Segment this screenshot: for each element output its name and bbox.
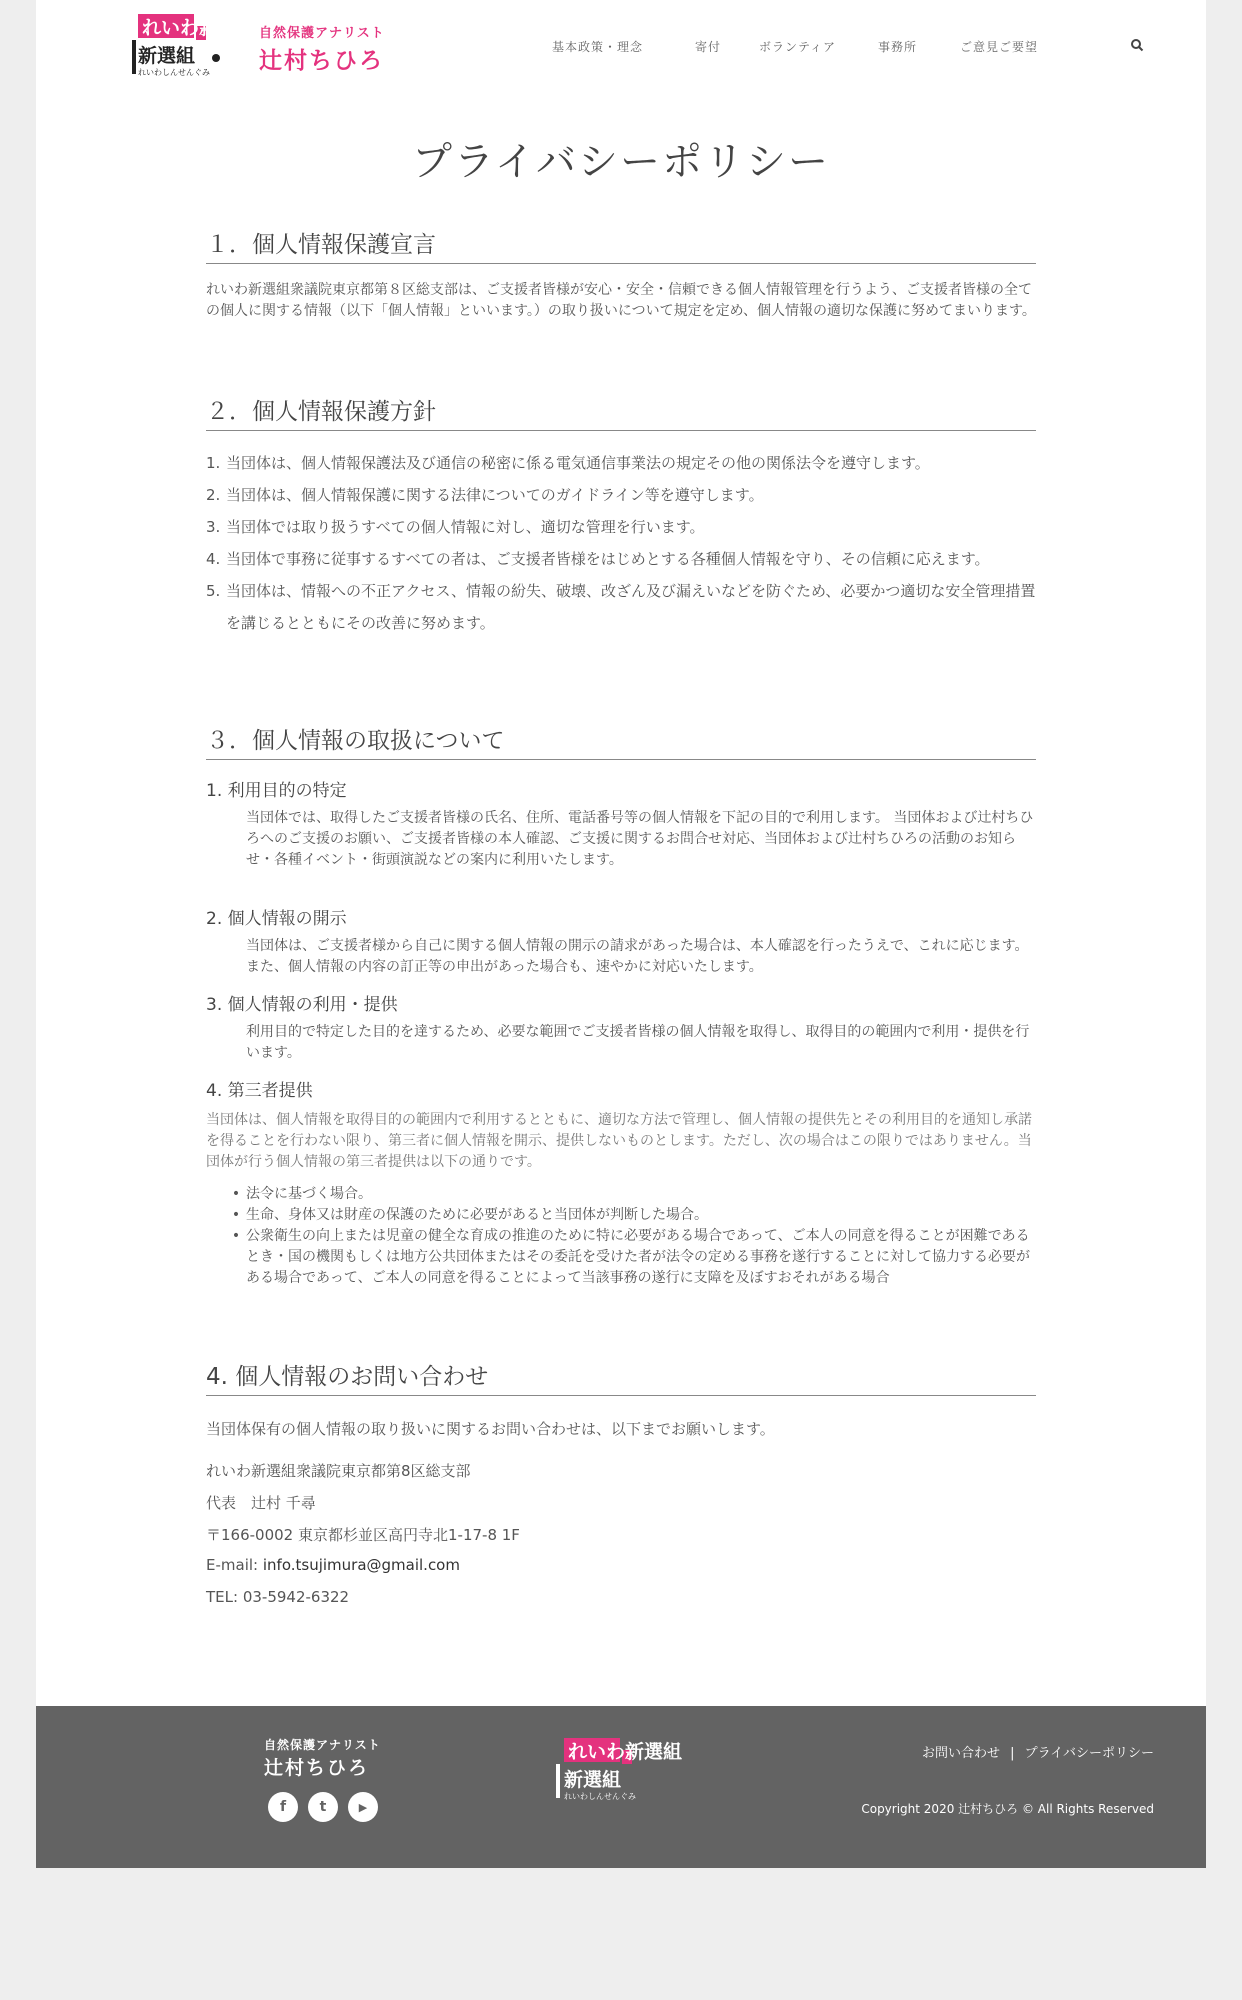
third-party-text: 当団体は、個人情報を取得目的の範囲内で利用するとともに、適切な方法で管理し、個人情報の提供先とその利用目的を通知し承諾を得ることを行わない限り、第三者に個人情報を開示、提供しないものとします。ただし、次の場合はこの限りではありません。当団体が行う個人情報の第三者提供は以下の通りです。 [206, 1112, 1032, 1170]
declaration-text: れいわ新選組衆議院東京都第８区総支部は、ご支援者皆様が安心・安全・信頼できる個人情報管理を行うよう、ご支援者皆様の全ての個人に関する情報（以下「個人情報」といいます。）の取り扱いについて規定を定め、個人情報の適切な保護に努めてまいります。 [206, 282, 1036, 319]
contact-intro: 当団体保有の個人情報の取り扱いに関するお問い合わせは、以下までお願いします。 [206, 1420, 775, 1438]
svg-text:新選組: 新選組 [138, 45, 196, 67]
purpose-text: 当団体では、取得したご支援者皆様の氏名、住所、電話番号等の個人情報を下記の目的で利用します。 当団体および辻村ちひろへのご支援のお願い、ご支援者皆様の本人確認、ご支援に関するお問合せ対応、当団体および辻村ちひろの活動のお知らせ・各種イベント・街頭演説などの案内に利用いたします。 [246, 810, 1034, 868]
list-item: 2. 当団体は、個人情報保護に関する法律についてのガイドライン等を遵守します。 [206, 486, 764, 504]
subheading-third-party: 4. 第三者提供 [206, 1081, 313, 1101]
footer-reiwa-logo[interactable] [552, 1736, 683, 1802]
subheading-usage: 3. 個人情報の利用・提供 [206, 995, 398, 1015]
contact-email-row [206, 1556, 1036, 1574]
copyright: Copyright 2020 辻村ちひろ © All Rights Reserved [861, 1802, 1154, 1816]
list-item: • 公衆衛生の向上または児童の健全な育成の推進のために特に必要がある場合であって、ご本人の同意を得ることが困難であるとき・国の機関もしくは地方公共団体またはその委託を受けた者が法令の定める事務を遂行することに対して協力する必要がある場合であって、ご本人の同意を得ることによって当該事務の遂行に支障を及ぼすおそれがある場合 [231, 1228, 1030, 1286]
section-heading-contact: 4. 個人情報のお問い合わせ [206, 1358, 1036, 1396]
candidate-name: 辻村ちひろ [259, 48, 384, 74]
section-heading-declaration: １．個人情報保護宣言 [206, 226, 1036, 264]
subheading-purpose: 1. 利用目的の特定 [206, 781, 347, 801]
disclosure-text: 当団体は、ご支援者様から自己に関する個人情報の開示の請求があった場合は、本人確認を行ったうえで、これに応じます。また、個人情報の内容の訂正等の申出があった場合も、速やかに対応いたします。 [246, 938, 1029, 975]
footer-link-separator: | [1010, 1746, 1015, 1761]
candidate-subtitle: 自然保護アナリスト [259, 26, 385, 41]
page-title: プライバシーポリシー [412, 139, 830, 185]
list-item: 5. 当団体は、情報への不正アクセス、情報の紛失、破壊、改ざん及び漏えいなどを防ぐため、必要かつ適切な安全管理措置を講じるとともにその改善に努めます。 [206, 582, 1036, 632]
policy-list [206, 447, 1036, 639]
svg-text:新選組: 新選組 [564, 1769, 622, 1791]
footer-candidate-subtitle: 自然保護アナリスト [264, 1738, 381, 1752]
contact-address: 〒166-0002 東京都杉並区高円寺北1-17-8 1F [206, 1526, 520, 1544]
nav-item-feedback[interactable]: ご意見ご要望 [960, 39, 1039, 54]
nav-item-volunteer[interactable]: ボランティア [759, 39, 837, 54]
list-item: 4. 当団体で事務に従事するすべての者は、ご支援者皆様をはじめとする各種個人情報を守り、その信頼に応えます。 [206, 550, 990, 568]
subheading-disclosure: 2. 個人情報の開示 [206, 909, 347, 929]
search-icon[interactable] [1130, 38, 1144, 52]
reiwa-logo-sub: れいわしんせんぐみ [138, 68, 210, 77]
section-heading-policy: ２．個人情報保護方針 [206, 393, 1036, 431]
nav-item-policy[interactable]: 基本政策・理念 [552, 39, 644, 54]
list-item: 1. 当団体は、個人情報保護法及び通信の秘密に係る電気通信事業法の規定その他の関係法令を遵守します。 [206, 454, 930, 472]
contact-org: れいわ新選組衆議院東京都第8区総支部 [206, 1462, 471, 1480]
facebook-icon[interactable]: f [268, 1792, 298, 1822]
candidate-logo[interactable] [259, 22, 419, 74]
contact-tel: TEL: 03-5942-6322 [206, 1588, 350, 1606]
footer-reiwa-logo-sub: れいわしんせんぐみ [564, 1792, 636, 1801]
list-item: • 法令に基づく場合。 [231, 1186, 372, 1202]
list-item: • 生命、身体又は財産の保護のために必要があると当団体が判断した場合。 [231, 1207, 708, 1223]
nav-item-donate[interactable]: 寄付 [695, 39, 722, 54]
section-heading-handling: ３．個人情報の取扱について [206, 722, 1036, 760]
usage-text: 利用目的で特定した目的を達するため、必要な範囲でご支援者皆様の個人情報を取得し、取得目的の範囲内で利用・提供を行います。 [246, 1024, 1030, 1061]
footer-link-privacy[interactable]: プライバシーポリシー [1024, 1746, 1154, 1761]
email-link[interactable]: info.tsujimura@gmail.com [262, 1556, 460, 1574]
page [36, 0, 1206, 1868]
footer-candidate-name: 辻村ちひろ [264, 1757, 370, 1779]
nav-item-office[interactable]: 事務所 [878, 39, 918, 54]
footer-link-contact[interactable]: お問い合わせ [921, 1746, 1000, 1761]
site-header [36, 0, 1206, 92]
site-footer [36, 1706, 1206, 1868]
contact-representative: 代表 辻村 千尋 [206, 1494, 316, 1512]
email-label: E-mail: [206, 1556, 263, 1574]
footer-reiwa-logo-top: れいわ新選組 [568, 1741, 683, 1763]
footer-links [848, 1742, 1154, 1761]
reiwa-logo[interactable] [128, 12, 257, 80]
reiwa-logo-top: れいわ新選組 [142, 17, 257, 39]
third-party-list [226, 1184, 1036, 1289]
twitter-icon[interactable]: t [308, 1792, 338, 1822]
footer-candidate-logo[interactable] [264, 1736, 384, 1780]
list-item: 3. 当団体では取り扱うすべての個人情報に対し、適切な管理を行います。 [206, 518, 705, 536]
youtube-icon[interactable]: ▶ [348, 1792, 378, 1822]
